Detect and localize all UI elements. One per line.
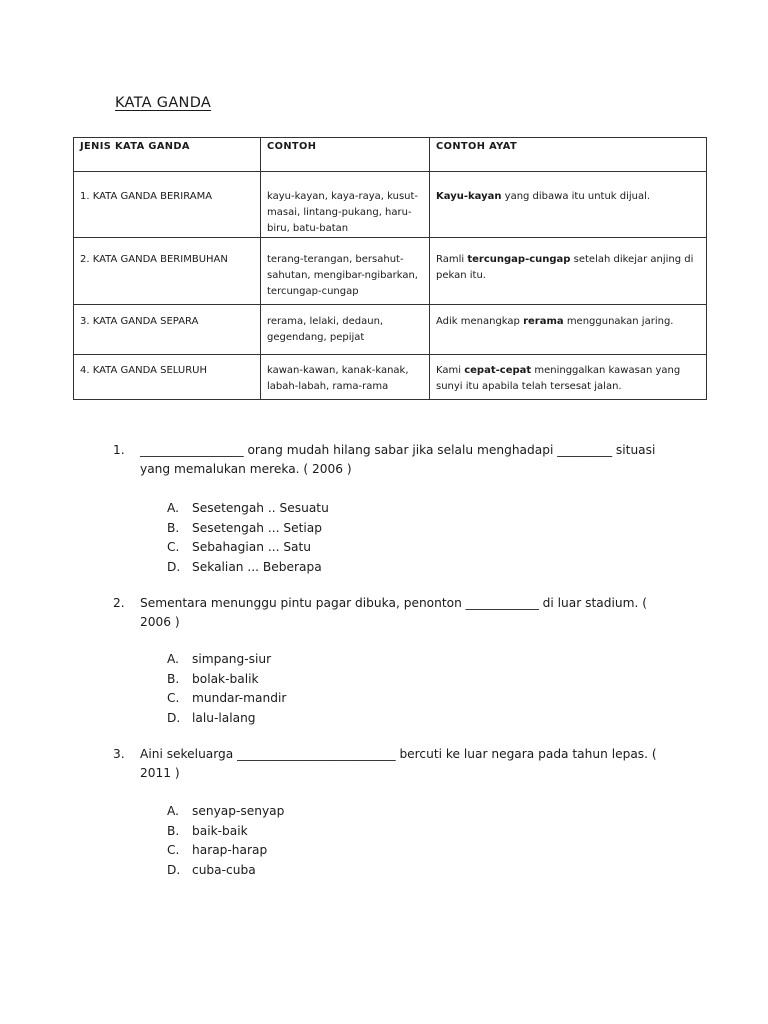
option-c[interactable]	[167, 538, 329, 558]
option-a[interactable]	[167, 650, 286, 670]
option-letter: B.	[167, 520, 180, 535]
option-letter: D.	[167, 862, 181, 877]
ayat-bold: Kayu-kayan	[436, 191, 502, 202]
table-row	[74, 355, 707, 400]
question-number: 1.	[113, 443, 125, 457]
option-list	[167, 802, 284, 880]
option-letter: C.	[167, 540, 180, 554]
option-text: Sebahagian ... Satu	[192, 540, 312, 554]
row-contoh: terang-terangan, bersahut-sahutan, mengibar-ngibarkan, tercungap-cungap	[261, 238, 430, 305]
option-list	[167, 650, 286, 728]
option-text: harap-harap	[192, 843, 268, 857]
page-title: KATA GANDA	[115, 95, 212, 111]
option-letter: C.	[167, 843, 180, 857]
option-list	[167, 499, 329, 577]
option-text: cuba-cuba	[192, 862, 256, 877]
header-contoh: CONTOH	[261, 138, 430, 172]
header-jenis: JENIS KATA GANDA	[74, 138, 261, 172]
question-text: _________________ orang mudah hilang sabar jika selalu menghadapi _________ situasi yang memalukan mereka. ( 2006 )	[140, 443, 656, 476]
option-b[interactable]	[167, 519, 329, 539]
option-b[interactable]	[167, 670, 286, 690]
option-text: Sesetengah .. Sesuatu	[192, 501, 329, 515]
header-contoh-ayat: CONTOH AYAT	[430, 138, 707, 172]
option-a[interactable]	[167, 499, 329, 519]
row-jenis: 1. KATA GANDA BERIRAMA	[74, 172, 261, 238]
question-text: Sementara menunggu pintu pagar dibuka, penonton ____________ di luar stadium. ( 2006 )	[140, 596, 647, 629]
ayat-post: meninggalkan kawasan yang sunyi itu apabila telah tersesat jalan.	[436, 365, 681, 392]
row-ayat	[430, 172, 707, 238]
ayat-bold: rerama	[523, 316, 564, 327]
ayat-pre: Adik menangkap	[436, 316, 524, 327]
option-c[interactable]	[167, 841, 284, 861]
option-d[interactable]	[167, 558, 329, 578]
option-letter: A.	[167, 652, 179, 666]
option-text: simpang-siur	[192, 652, 272, 666]
option-letter: C.	[167, 691, 180, 705]
ayat-bold: tercungap-cungap	[467, 254, 571, 265]
row-contoh: kawan-kawan, kanak-kanak, labah-labah, rama-rama	[261, 355, 430, 400]
table-header-row	[74, 138, 707, 172]
option-letter: D.	[167, 559, 181, 574]
option-text: baik-baik	[192, 823, 248, 838]
option-text: senyap-senyap	[192, 804, 285, 818]
ayat-pre: Ramli	[436, 254, 468, 265]
table-row	[74, 305, 707, 355]
ayat-post: menggunakan jaring.	[563, 316, 674, 327]
ayat-post: yang dibawa itu untuk dijual.	[501, 191, 651, 202]
row-jenis: 3. KATA GANDA SEPARA	[74, 305, 261, 355]
option-text: Sesetengah ... Setiap	[192, 520, 322, 535]
row-contoh: rerama, lelaki, dedaun, gegendang, pepijat	[261, 305, 430, 355]
table-row	[74, 172, 707, 238]
question-number: 2.	[113, 596, 125, 610]
question-text: Aini sekeluarga __________________________ bercuti ke luar negara pada tahun lepas. ( 2011 )	[140, 747, 657, 780]
option-letter: B.	[167, 823, 180, 838]
option-text: mundar-mandir	[192, 691, 287, 705]
option-letter: B.	[167, 671, 180, 686]
option-text: Sekalian ... Beberapa	[192, 559, 322, 574]
row-ayat	[430, 238, 707, 305]
option-c[interactable]	[167, 689, 286, 709]
row-jenis: 2. KATA GANDA BERIMBUHAN	[74, 238, 261, 305]
ayat-bold: cepat-cepat	[464, 365, 532, 376]
kata-ganda-table	[73, 137, 707, 400]
option-letter: A.	[167, 501, 179, 515]
row-ayat	[430, 355, 707, 400]
option-text: lalu-lalang	[192, 710, 256, 725]
question-number: 3.	[113, 747, 125, 761]
option-d[interactable]	[167, 861, 284, 881]
option-letter: D.	[167, 710, 181, 725]
row-ayat	[430, 305, 707, 355]
option-a[interactable]	[167, 802, 284, 822]
ayat-pre: Kami	[436, 365, 465, 376]
ayat-post: setelah dikejar anjing di pekan itu.	[436, 254, 694, 281]
option-b[interactable]	[167, 822, 284, 842]
row-jenis: 4. KATA GANDA SELURUH	[74, 355, 261, 400]
table-row	[74, 238, 707, 305]
option-letter: A.	[167, 804, 179, 818]
option-d[interactable]	[167, 709, 286, 729]
option-text: bolak-balik	[192, 671, 259, 686]
row-contoh: kayu-kayan, kaya-raya, kusut-masai, lintang-pukang, haru-biru, batu-batan	[261, 172, 430, 238]
